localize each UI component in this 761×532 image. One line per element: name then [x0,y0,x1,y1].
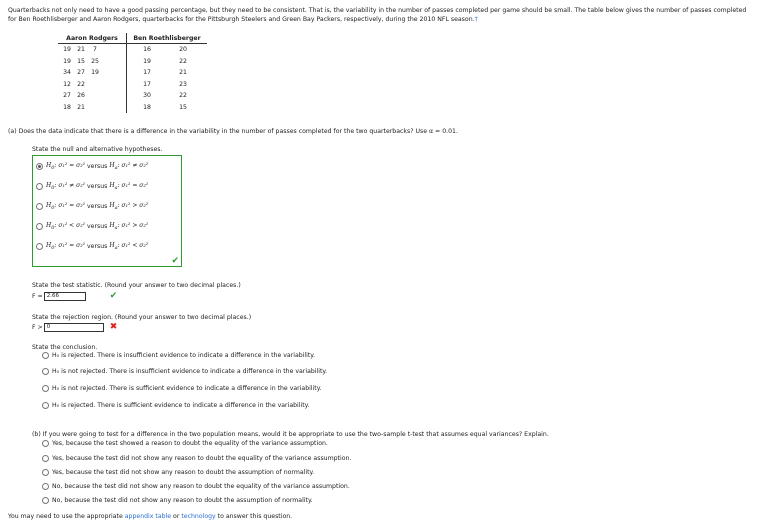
radio-button[interactable] [36,223,43,230]
table-cell: 7 [93,46,97,54]
table-cell: 22 [179,57,187,65]
hypotheses-prompt: State the null and alternative hypotheses. [32,146,163,153]
table-cell: 22 [77,80,85,88]
technology-link[interactable]: technology [181,513,216,520]
table-row [58,102,207,114]
table-row [58,79,207,91]
radio-button[interactable] [36,203,43,210]
radio-button-selected[interactable] [36,163,43,170]
part-b-question: (b) If you were going to test for a difference in the two population means, would it be appropriate to use the two-sample t-test that assumes equal variances? Explain. [32,431,549,438]
table-cell: 19 [63,46,71,54]
radio-button[interactable] [42,368,49,375]
radio-button[interactable] [42,497,49,504]
table-cell: 20 [179,46,187,54]
test-stat-row [32,291,117,301]
null-hypothesis: $H_0$: σ₁² = σ₂² [46,202,86,212]
table-cell: 27 [77,69,85,77]
radio-button[interactable] [42,469,49,476]
alternative-hypothesis: $H_a$: σ₁² ≠ σ₂² [109,162,149,172]
header-roethlisberger: Ben Roethlisberger [127,33,208,44]
problem-intro [8,6,753,24]
null-hypothesis: $H_0$: σ₁² ≠ σ₂² [46,182,86,192]
rejection-row [32,322,117,332]
conclusion-option[interactable]: H₀ is rejected. There is insufficient evidence to indicate a difference in the variability. [42,352,315,359]
alternative-hypothesis: $H_a$: σ₁² > σ₂² [109,202,149,212]
alternative-hypothesis: $H_a$: σ₁² = σ₂² [109,182,149,192]
conclusion-option[interactable]: H₀ is not rejected. There is insufficient evidence to indicate a difference in the variability. [42,368,327,375]
hypotheses-answer-box [32,155,182,267]
table-cell: 21 [179,69,187,77]
versus-label: versus [86,163,108,171]
table-cell: 18 [63,103,71,111]
table-cell: 17 [143,69,151,77]
conclusion-option[interactable]: H₀ is not rejected. There is sufficient evidence to indicate a difference in the variability. [42,385,321,392]
part-b-option[interactable]: Yes, because the test showed a reason to doubt the equality of the variance assumption. [42,440,328,447]
radio-button[interactable] [42,455,49,462]
radio-button[interactable] [42,440,49,447]
null-hypothesis: $H_0$: σ₁² = σ₂² [46,162,86,172]
table-cell: 23 [179,80,187,88]
table-cell: 34 [63,69,71,77]
versus-label: versus [86,243,108,251]
radio-button[interactable] [36,183,43,190]
conclusion-option[interactable]: H₀ is rejected. There is sufficient evidence to indicate a difference in the variability. [42,402,309,409]
table-row [58,56,207,68]
passes-table [58,33,207,113]
table-cell: 18 [143,103,151,111]
footnote-marker[interactable]: † [474,16,478,23]
table-cell: 19 [63,57,71,65]
table-cell: 21 [77,46,85,54]
footer-note: You may need to use the appropriate appendix table or technology to answer this question. [8,513,293,520]
versus-label: versus [86,183,108,191]
correct-check-icon: ✔ [109,291,118,301]
correct-check-icon: ✔ [171,256,179,266]
table-row [58,67,207,79]
table-cell: 19 [91,69,99,77]
table-cell: 27 [63,92,71,100]
table-cell: 25 [91,57,99,65]
table-row [58,90,207,102]
table-cell: 22 [179,92,187,100]
table-cell: 16 [143,46,151,54]
rejection-prompt: State the rejection region. (Round your answer to two decimal places.) [32,314,252,321]
table-cell: 15 [77,57,85,65]
table-cell: 17 [143,80,151,88]
hypothesis-option[interactable] [36,162,148,171]
table-cell: 19 [143,57,151,65]
table-cell: 21 [77,103,85,111]
test-stat-label: F = [32,292,43,300]
intro-text: Quarterbacks not only need to have a good passing percentage, but they need to be consistent. That is, the variability in the number of passes completed per game should be small. The table below gives the number of passes completed for Ben Roethlisberger and Aaron Rodgers, quarterbacks for the Pittsburgh Steelers and Green Bay Packers, respectively, during the 2010 NFL season. [8,7,747,23]
incorrect-x-icon: ✖ [109,322,118,332]
radio-button[interactable] [42,483,49,490]
appendix-table-link[interactable]: appendix table [124,513,172,520]
radio-button[interactable] [42,352,49,359]
part-b-option[interactable]: Yes, because the test did not show any reason to doubt the assumption of normality. [42,469,314,476]
part-a-question: (a) Does the data indicate that there is a difference in the variability in the number of passes completed for the two quarterbacks? Use α = 0.01. [8,128,458,135]
alternative-hypothesis: $H_a$: σ₁² > σ₂² [109,222,149,232]
table-cell: 30 [143,92,151,100]
test-stat-input[interactable]: 2.66 [44,292,86,301]
radio-button[interactable] [36,243,43,250]
table-cell: 26 [77,92,85,100]
rejection-input[interactable]: 0 [44,323,104,332]
hypothesis-option[interactable] [36,182,148,191]
test-stat-prompt: State the test statistic. (Round your answer to two decimal places.) [32,282,241,289]
part-b-option[interactable]: No, because the test did not show any reason to doubt the equality of the variance assumption. [42,483,350,490]
part-b-option[interactable]: Yes, because the test did not show any reason to doubt the equality of the variance assumption. [42,455,351,462]
null-hypothesis: $H_0$: σ₁² = σ₂² [46,242,86,252]
versus-label: versus [86,203,108,211]
hypothesis-option[interactable] [36,222,148,231]
radio-button[interactable] [42,402,49,409]
versus-label: versus [86,223,108,231]
table-cell: 12 [63,80,71,88]
null-hypothesis: $H_0$: σ₁² < σ₂² [46,222,86,232]
part-b-option[interactable]: No, because the test did not show any reason to doubt the assumption of normality. [42,497,313,504]
hypothesis-option[interactable] [36,242,148,251]
conclusion-prompt: State the conclusion. [32,344,98,351]
radio-button[interactable] [42,385,49,392]
alternative-hypothesis: $H_a$: σ₁² < σ₂² [109,242,149,252]
table-row [58,44,207,56]
rejection-label: F > [32,323,43,331]
hypothesis-option[interactable] [36,202,148,211]
table-cell: 15 [179,103,187,111]
header-rodgers: Aaron Rodgers [58,33,127,44]
